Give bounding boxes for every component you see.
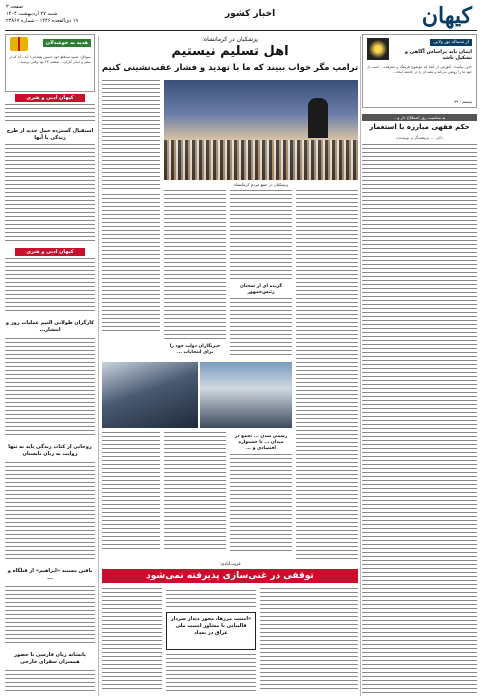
column-divider	[360, 36, 361, 696]
article-text	[166, 590, 256, 608]
quote-text: «این بیانیه»: آموزش از آنجا که موضوع فرهنگ و معرفت... است از خود ما را روشن می‌کند و همه آن را در جامعه ایجاد...	[367, 65, 472, 74]
quote-source: بیستم - ۹۹	[453, 99, 472, 104]
right-story-kicker: به مناسبت روز اصطلاح دار و...	[362, 114, 477, 121]
left-story-title: استقبال گسترده حمل جدید از طرح زندگی با آبها	[6, 128, 94, 141]
rally-photo	[164, 80, 358, 180]
section-title: اخبار کشور	[225, 9, 276, 19]
article-text	[230, 190, 292, 280]
left-story-title: روحانی از کتاب زندگی باید نه تنها روایت به زبان تابستان	[8, 444, 92, 457]
portrait-image	[367, 38, 389, 60]
left-story-title: کارگران طولانی التیم عملیات روز و انتشار...	[5, 320, 95, 333]
article-text	[5, 462, 95, 562]
gift-box-text: سوءال: شبیه سه‌قلو خود حسین همدانی! آیا... آیا که از سفر و دیدار کاران... صفحه ۲۳ بود وقتی پرسید...	[9, 55, 91, 64]
bottom-kicker: غریب‌آبادی:	[219, 562, 241, 567]
newspaper-logo: کیهان	[421, 3, 472, 29]
bottom-box	[166, 612, 256, 650]
article-text	[296, 190, 358, 560]
meeting-photo-right	[200, 362, 292, 428]
meeting-photo-left	[102, 362, 198, 428]
arts-section-label-2: کیهان ادبی و هنری	[15, 248, 85, 256]
right-story-title: حکم فقهی مبارزه با استعمار	[369, 123, 470, 131]
article-text	[5, 586, 95, 646]
article-text	[102, 588, 162, 692]
quote-kicker: از نه‌ساله نور ولایی	[430, 39, 472, 46]
article-text	[166, 654, 256, 692]
photo-speaker	[308, 98, 328, 138]
article-text	[362, 144, 477, 694]
article-text	[230, 298, 292, 358]
quote-box	[362, 34, 477, 108]
sub-headline: رسمی شدن ... تجمع در میدان ... تا جشنواره اقتصادی و ...	[234, 434, 288, 451]
article-text	[5, 338, 95, 438]
issue-line: ۱۹ ذی‌القعده ۱۴۴۶ - شماره ۲۳۸۶۷	[6, 18, 79, 24]
left-story-title: یافتن مستند «ابراهیم» از قتلگاه و ...	[7, 568, 93, 581]
article-text	[260, 588, 358, 692]
article-text	[5, 258, 95, 314]
article-text	[102, 432, 160, 552]
article-text	[5, 104, 95, 124]
date-line: شنبه ۲۷ اردیبهشت ۱۴۰۴	[6, 11, 58, 17]
quote-title: ایمان باید براساس آگاهی و تشکیل باشد	[404, 49, 472, 61]
lead-kicker: پزشکیان در کرمانشاه:	[202, 36, 258, 43]
bottom-banner: توقفی در غنی‌سازی پذیرفته نمی‌شود	[102, 569, 358, 583]
sub-headline: خبرنگاران دولت خود را برای انتخابات ...	[169, 344, 221, 355]
photo-caption: پزشکیان در جمع مردم کرمانشاه	[233, 182, 289, 187]
sub-headline: گزیده ای از سخنان رئیس‌جمهور	[240, 284, 282, 295]
left-column	[5, 34, 95, 696]
article-text	[164, 432, 226, 552]
article-text	[5, 144, 95, 244]
article-text	[102, 80, 160, 190]
column-divider	[98, 36, 99, 696]
left-story-title: پانشانه زبان فارسی با حضور همسران سفرای خارجی	[14, 652, 86, 665]
lead-subtitle: ترامپ مگر خواب ببیند که ما با تهدید و فشار عقب‌نشینی کنیم	[101, 63, 359, 73]
article-text	[5, 670, 95, 694]
bottom-box-title: «امنیت مرزها، محور دیدار سردار قالیبانی با مشاور امنیت ملی عراق در بغداد	[170, 616, 252, 636]
arts-section-label: کیهان ادبی و هنری	[15, 94, 85, 102]
lead-title: اهل تسلیم نیستیم	[171, 44, 289, 59]
right-column	[362, 34, 477, 696]
gift-icon	[10, 37, 28, 51]
photo-crowd	[164, 140, 358, 180]
gift-box	[5, 34, 95, 92]
masthead-rule	[5, 30, 477, 31]
page-number: صفحه ۳	[6, 4, 23, 10]
right-story-byline: دکتر ... پژوهشگر و نویسنده	[396, 135, 443, 140]
article-text	[230, 454, 292, 552]
article-text	[164, 190, 226, 340]
gift-box-title: هدیه به خوشدلان	[43, 39, 91, 47]
masthead	[0, 0, 482, 36]
article-text	[102, 194, 160, 334]
